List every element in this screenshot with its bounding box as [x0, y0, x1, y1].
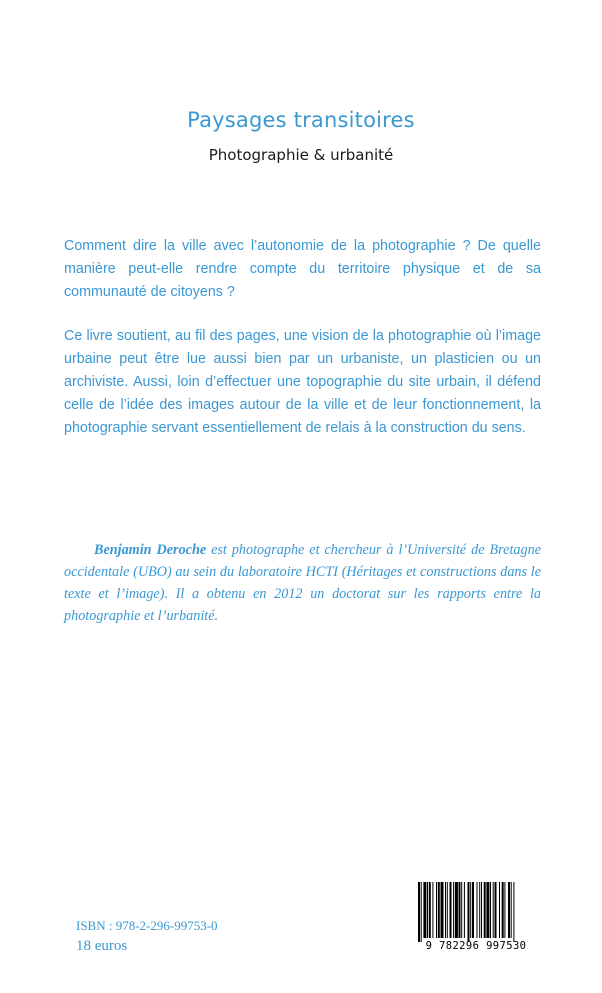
barcode-bar	[445, 882, 446, 938]
barcode-bar	[504, 882, 505, 938]
author-bio-text: est photographe et chercheur à l’Université de Bretagne occidentale (UBO) au sein du laboratoire HCTI (Héritages et constructions dans le texte et l’image). Il a obtenu en 2012 un doctorat sur les rapports entre la photographie et l’urbanité.	[64, 542, 541, 624]
barcode-bar	[484, 882, 486, 938]
barcode-bar	[472, 882, 474, 938]
author-name: Benjamin Deroche	[94, 542, 207, 558]
summary-paragraph-1: Comment dire la ville avec l’autonomie de la photographie ? De quelle manière peut-elle rendre compte du territoire physique et de sa communauté de citoyens ?	[64, 238, 541, 300]
barcode-bar	[453, 882, 454, 938]
barcode-bar	[464, 882, 465, 938]
barcode-bar	[421, 882, 422, 942]
barcode-bar	[455, 882, 458, 938]
barcode-bar	[432, 882, 433, 938]
barcode-bar	[499, 882, 500, 938]
barcode-bar	[438, 882, 440, 938]
barcode-bar	[508, 882, 510, 938]
price: 18 euros	[76, 938, 128, 954]
barcode-bar	[495, 882, 497, 938]
barcode-bar	[470, 882, 471, 938]
barcode-bar	[459, 882, 461, 938]
barcode-bar	[490, 882, 491, 938]
barcode-bar	[450, 882, 452, 938]
barcode-bar	[493, 882, 494, 938]
barcode-bar	[441, 882, 444, 938]
barcode-bar	[436, 882, 437, 938]
barcode	[408, 880, 544, 956]
barcode-bar	[502, 882, 504, 938]
barcode-digits: 9 782296 997530	[425, 940, 527, 952]
summary-paragraph-2: Ce livre soutient, au fil des pages, une vision de la photographie où l’image urbaine peut être lue aussi bien par un urbaniste, un plasticien ou un archiviste. Aussi, loin d’effectuer une topographie du site urbain, il défend celle de l’idée des images autour de la ville et de leur fonctionnement, la photographie servant essentiellement de relais à la construction du sens.	[64, 328, 541, 436]
barcode-bar	[481, 882, 482, 938]
barcode-bar	[447, 882, 448, 938]
barcode-bar	[418, 882, 420, 942]
author-bio	[64, 539, 541, 627]
barcode-bar	[429, 882, 431, 938]
barcode-bar	[461, 882, 462, 938]
barcode-bar	[479, 882, 480, 938]
barcode-bars	[408, 880, 544, 942]
book-title: Paysages transitoires	[187, 108, 415, 132]
book-subtitle: Photographie & urbanité	[208, 146, 394, 164]
barcode-bar	[511, 882, 512, 938]
barcode-bar	[468, 882, 470, 942]
barcode-bar	[513, 882, 514, 942]
isbn: ISBN : 978-2-296-99753-0	[76, 918, 218, 933]
barcode-bar	[423, 882, 426, 938]
barcode-bar	[486, 882, 489, 938]
barcode-bar	[427, 882, 428, 938]
barcode-bar	[477, 882, 478, 938]
